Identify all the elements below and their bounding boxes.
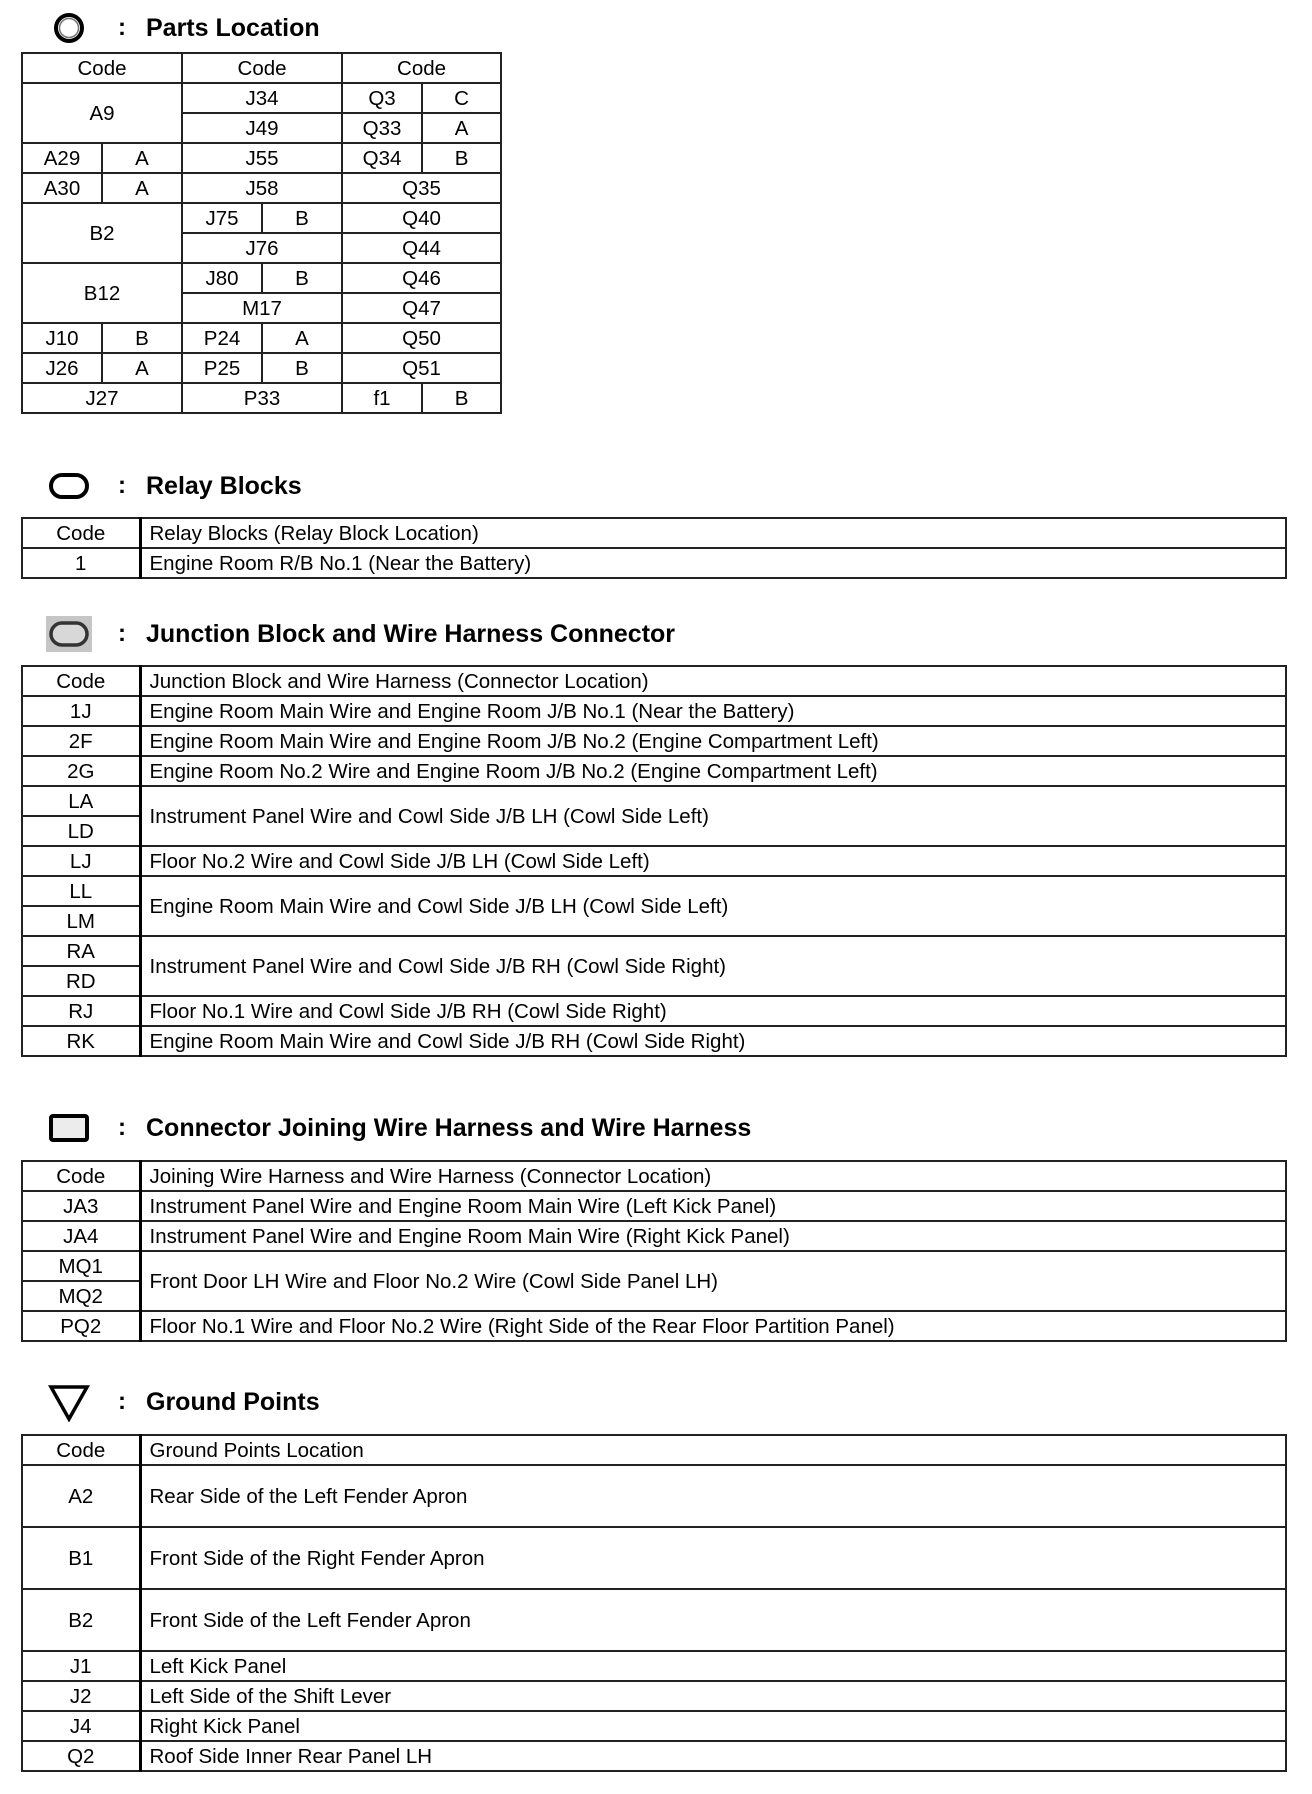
column-header: Joining Wire Harness and Wire Harness (Connector Location) (140, 1161, 1286, 1191)
parts-location-heading (42, 8, 320, 48)
part-code: J27 (22, 383, 182, 413)
part-code: J26 (22, 353, 102, 383)
junction-block-table (21, 665, 1287, 1057)
column-header: Code (22, 1161, 140, 1191)
table-row (22, 143, 501, 173)
part-code: Q35 (342, 173, 501, 203)
connector-joining-table (21, 1160, 1287, 1342)
ground-code: A2 (22, 1465, 140, 1527)
ground-code: J1 (22, 1651, 140, 1681)
junction-description: Instrument Panel Wire and Cowl Side J/B RH (Cowl Side Right) (140, 936, 1286, 996)
part-letter: A (102, 173, 182, 203)
shaded-rounded-rect-icon (42, 614, 96, 654)
part-code: A29 (22, 143, 102, 173)
table-row (22, 1651, 1286, 1681)
part-code: Q34 (342, 143, 422, 173)
connector-description: Instrument Panel Wire and Engine Room Main Wire (Right Kick Panel) (140, 1221, 1286, 1251)
ground-description: Roof Side Inner Rear Panel LH (140, 1741, 1286, 1771)
part-code: Q51 (342, 353, 501, 383)
part-letter: B (422, 143, 501, 173)
part-letter: A (422, 113, 501, 143)
junction-description: Engine Room No.2 Wire and Engine Room J/B No.2 (Engine Compartment Left) (140, 756, 1286, 786)
part-letter: C (422, 83, 501, 113)
junction-description: Engine Room Main Wire and Cowl Side J/B RH (Cowl Side Right) (140, 1026, 1286, 1056)
part-code: A9 (22, 83, 182, 143)
part-code: J58 (182, 173, 342, 203)
column-header: Code (22, 53, 182, 83)
rounded-rect-icon (42, 466, 96, 506)
colon: : (118, 14, 126, 41)
column-header: Relay Blocks (Relay Block Location) (140, 518, 1286, 548)
part-code: J34 (182, 83, 342, 113)
junction-code: LL (22, 876, 140, 906)
part-code: Q33 (342, 113, 422, 143)
table-row (22, 1711, 1286, 1741)
table-row (22, 996, 1286, 1026)
part-code: Q3 (342, 83, 422, 113)
table-header-row (22, 1161, 1286, 1191)
part-letter: A (102, 353, 182, 383)
part-letter: B (262, 203, 342, 233)
table-row (22, 1741, 1286, 1771)
ground-description: Rear Side of the Left Fender Apron (140, 1465, 1286, 1527)
table-row (22, 696, 1286, 726)
connector-code: JA3 (22, 1191, 140, 1221)
colon: : (118, 1388, 126, 1415)
part-code: Q44 (342, 233, 501, 263)
ground-points-heading (42, 1382, 320, 1422)
table-row (22, 756, 1286, 786)
colon: : (118, 1114, 126, 1141)
part-code: B12 (22, 263, 182, 323)
table-row (22, 1221, 1286, 1251)
table-row (22, 936, 1286, 966)
junction-code: RJ (22, 996, 140, 1026)
table-row (22, 1026, 1286, 1056)
junction-block-heading (42, 614, 675, 654)
table-row (22, 323, 501, 353)
part-code: f1 (342, 383, 422, 413)
part-letter: B (102, 323, 182, 353)
table-row (22, 173, 501, 203)
ground-code: B2 (22, 1589, 140, 1651)
relay-description: Engine Room R/B No.1 (Near the Battery) (140, 548, 1286, 578)
column-header: Ground Points Location (140, 1435, 1286, 1465)
section-title: Ground Points (146, 1387, 320, 1416)
column-header: Code (22, 1435, 140, 1465)
junction-description: Engine Room Main Wire and Cowl Side J/B LH (Cowl Side Left) (140, 876, 1286, 936)
junction-code: RK (22, 1026, 140, 1056)
part-letter: B (262, 263, 342, 293)
part-code: B2 (22, 203, 182, 263)
part-code: M17 (182, 293, 342, 323)
column-header: Junction Block and Wire Harness (Connector Location) (140, 666, 1286, 696)
connector-code: PQ2 (22, 1311, 140, 1341)
junction-description: Instrument Panel Wire and Cowl Side J/B LH (Cowl Side Left) (140, 786, 1286, 846)
column-header: Code (342, 53, 501, 83)
part-letter: B (262, 353, 342, 383)
junction-code: LD (22, 816, 140, 846)
part-code: P24 (182, 323, 262, 353)
table-header-row (22, 518, 1286, 548)
table-row (22, 83, 501, 113)
relay-blocks-table (21, 517, 1287, 579)
connector-code: JA4 (22, 1221, 140, 1251)
part-code: Q46 (342, 263, 501, 293)
junction-code: RD (22, 966, 140, 996)
table-row (22, 846, 1286, 876)
part-code: Q40 (342, 203, 501, 233)
table-row (22, 1465, 1286, 1527)
ground-code: Q2 (22, 1741, 140, 1771)
part-code: J80 (182, 263, 262, 293)
table-row (22, 203, 501, 233)
column-header: Code (22, 518, 140, 548)
table-header-row (22, 666, 1286, 696)
connector-description: Instrument Panel Wire and Engine Room Main Wire (Left Kick Panel) (140, 1191, 1286, 1221)
part-code: J10 (22, 323, 102, 353)
junction-description: Floor No.1 Wire and Cowl Side J/B RH (Cowl Side Right) (140, 996, 1286, 1026)
part-letter: B (422, 383, 501, 413)
colon: : (118, 472, 126, 499)
connector-description: Floor No.1 Wire and Floor No.2 Wire (Right Side of the Rear Floor Partition Panel) (140, 1311, 1286, 1341)
junction-code: 2F (22, 726, 140, 756)
table-row (22, 786, 1286, 816)
part-code: P25 (182, 353, 262, 383)
junction-description: Engine Room Main Wire and Engine Room J/B No.2 (Engine Compartment Left) (140, 726, 1286, 756)
column-header: Code (182, 53, 342, 83)
table-row (22, 1311, 1286, 1341)
junction-description: Floor No.2 Wire and Cowl Side J/B LH (Cowl Side Left) (140, 846, 1286, 876)
relay-code: 1 (22, 548, 140, 578)
junction-code: 2G (22, 756, 140, 786)
connector-description: Front Door LH Wire and Floor No.2 Wire (Cowl Side Panel LH) (140, 1251, 1286, 1311)
colon: : (118, 620, 126, 647)
parts-location-table (21, 52, 502, 414)
ground-description: Left Side of the Shift Lever (140, 1681, 1286, 1711)
ground-points-table (21, 1434, 1287, 1772)
junction-code: RA (22, 936, 140, 966)
table-header-row (22, 1435, 1286, 1465)
ground-description: Left Kick Panel (140, 1651, 1286, 1681)
junction-description: Engine Room Main Wire and Engine Room J/B No.1 (Near the Battery) (140, 696, 1286, 726)
table-row (22, 726, 1286, 756)
section-title: Relay Blocks (146, 471, 302, 500)
junction-code: LM (22, 906, 140, 936)
section-title: Connector Joining Wire Harness and Wire Harness (146, 1113, 752, 1142)
table-row (22, 353, 501, 383)
part-code: J55 (182, 143, 342, 173)
table-row (22, 263, 501, 293)
part-letter: A (102, 143, 182, 173)
triangle-down-icon (42, 1382, 96, 1422)
ground-description: Front Side of the Left Fender Apron (140, 1589, 1286, 1651)
table-row (22, 1191, 1286, 1221)
section-title: Junction Block and Wire Harness Connector (146, 619, 676, 648)
junction-code: LA (22, 786, 140, 816)
section-title: Parts Location (146, 13, 320, 42)
ground-description: Right Kick Panel (140, 1711, 1286, 1741)
table-row (22, 1681, 1286, 1711)
table-header-row (22, 53, 501, 83)
part-code: P33 (182, 383, 342, 413)
relay-blocks-heading (42, 466, 302, 506)
square-icon (42, 1108, 96, 1148)
connector-joining-heading (42, 1108, 751, 1148)
part-code: J49 (182, 113, 342, 143)
junction-code: 1J (22, 696, 140, 726)
ground-code: B1 (22, 1527, 140, 1589)
connector-code: MQ1 (22, 1251, 140, 1281)
part-code: J75 (182, 203, 262, 233)
table-row (22, 1589, 1286, 1651)
part-code: Q47 (342, 293, 501, 323)
part-code: A30 (22, 173, 102, 203)
table-row (22, 876, 1286, 906)
ground-code: J2 (22, 1681, 140, 1711)
column-header: Code (22, 666, 140, 696)
part-code: J76 (182, 233, 342, 263)
ground-description: Front Side of the Right Fender Apron (140, 1527, 1286, 1589)
part-code: Q50 (342, 323, 501, 353)
circle-icon (42, 8, 96, 48)
table-row (22, 383, 501, 413)
ground-code: J4 (22, 1711, 140, 1741)
table-row (22, 1527, 1286, 1589)
connector-code: MQ2 (22, 1281, 140, 1311)
part-letter: A (262, 323, 342, 353)
table-row (22, 548, 1286, 578)
junction-code: LJ (22, 846, 140, 876)
table-row (22, 1251, 1286, 1281)
